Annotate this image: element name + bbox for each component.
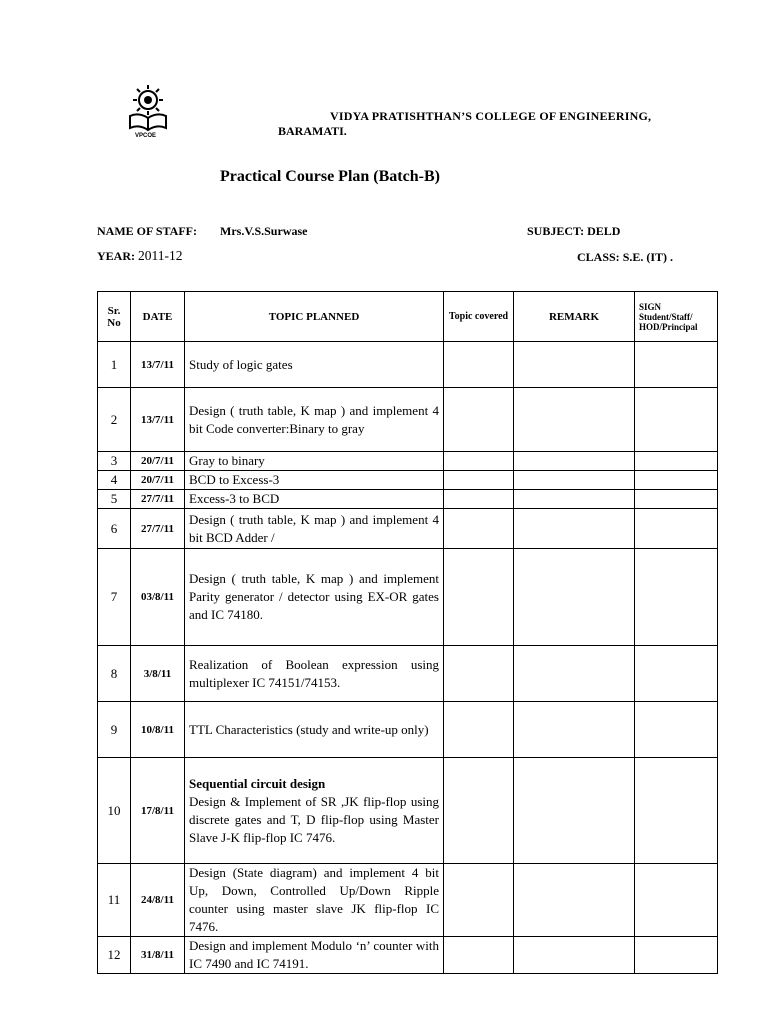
row-sr-no: 3 bbox=[98, 452, 131, 471]
table-row bbox=[98, 342, 718, 388]
row-topic-planned bbox=[185, 471, 444, 490]
row-topic-planned bbox=[185, 646, 444, 702]
row-topic-covered-cell bbox=[444, 549, 514, 646]
row-sr-no: 2 bbox=[98, 388, 131, 452]
row-sign-cell bbox=[635, 758, 718, 864]
row-topic-text: Design and implement Modulo ‘n’ counter with IC 7490 and IC 74191. bbox=[189, 938, 439, 971]
row-sr-no: 8 bbox=[98, 646, 131, 702]
row-topic-text: TTL Characteristics (study and write-up only) bbox=[189, 721, 429, 737]
row-topic-text: Design ( truth table, K map ) and implement 4 bit BCD Adder / bbox=[189, 511, 439, 545]
row-remark-cell bbox=[514, 758, 635, 864]
class-label: CLASS: bbox=[577, 250, 620, 264]
row-remark-cell bbox=[514, 509, 635, 549]
table-row bbox=[98, 388, 718, 452]
row-sign-cell bbox=[635, 549, 718, 646]
row-sign-cell bbox=[635, 864, 718, 937]
row-sr-no: 7 bbox=[98, 549, 131, 646]
row-sign-cell bbox=[635, 702, 718, 758]
row-date: 10/8/11 bbox=[131, 702, 185, 758]
row-topic-planned bbox=[185, 452, 444, 471]
row-sr-no: 11 bbox=[98, 864, 131, 937]
row-sign-cell bbox=[635, 509, 718, 549]
row-sign-cell bbox=[635, 388, 718, 452]
staff-value: Mrs.V.S.Surwase bbox=[220, 224, 308, 238]
row-topic-planned bbox=[185, 509, 444, 549]
row-topic-covered-cell bbox=[444, 758, 514, 864]
row-topic-covered-cell bbox=[444, 342, 514, 388]
row-topic-planned bbox=[185, 388, 444, 452]
row-sign-cell bbox=[635, 490, 718, 509]
row-sign-cell bbox=[635, 937, 718, 974]
page-title: Practical Course Plan (Batch-B) bbox=[220, 168, 440, 185]
row-topic-text: Design (State diagram) and implement 4 bit Up, Down, Controlled Up/Down Ripple counter using master slave JK flip-flop IC 7476. bbox=[189, 865, 439, 934]
row-topic-planned bbox=[185, 549, 444, 646]
row-topic-planned bbox=[185, 342, 444, 388]
row-sign-cell bbox=[635, 646, 718, 702]
row-topic-covered-cell bbox=[444, 646, 514, 702]
year-value: 2011-12 bbox=[138, 248, 183, 263]
row-remark-cell bbox=[514, 549, 635, 646]
row-sr-no: 6 bbox=[98, 509, 131, 549]
header-topic-planned: TOPIC PLANNED bbox=[185, 292, 444, 342]
row-date: 17/8/11 bbox=[131, 758, 185, 864]
row-topic-planned bbox=[185, 937, 444, 974]
row-sign-cell bbox=[635, 452, 718, 471]
row-sign-cell bbox=[635, 471, 718, 490]
row-topic-text: Gray to binary bbox=[189, 453, 265, 468]
row-topic-covered-cell bbox=[444, 864, 514, 937]
row-topic-covered-cell bbox=[444, 490, 514, 509]
table-row bbox=[98, 646, 718, 702]
row-sr-no: 12 bbox=[98, 937, 131, 974]
header-topic-covered: Topic covered bbox=[444, 292, 514, 342]
row-topic-text: Excess-3 to BCD bbox=[189, 491, 280, 506]
row-topic-text: BCD to Excess-3 bbox=[189, 472, 280, 487]
subject-field bbox=[527, 224, 620, 239]
row-sr-no: 1 bbox=[98, 342, 131, 388]
row-date: 31/8/11 bbox=[131, 937, 185, 974]
header-sign: SIGN Student/Staff/ HOD/Principal bbox=[635, 292, 718, 342]
row-topic-text: Design & Implement of SR ,JK flip-flop using discrete gates and T, D flip-flop using Master Slave J-K flip-flop IC 7476. bbox=[189, 793, 439, 845]
year-label: YEAR: bbox=[97, 249, 135, 263]
row-sr-no: 4 bbox=[98, 471, 131, 490]
row-topic-text: Realization of Boolean expression using multiplexer IC 74151/74153. bbox=[189, 656, 439, 690]
row-topic-covered-cell bbox=[444, 702, 514, 758]
college-city: BARAMATI. bbox=[278, 124, 347, 138]
row-topic-text: Design ( truth table, K map ) and implement Parity generator / detector using EX-OR gates and IC 74180. bbox=[189, 571, 439, 622]
row-topic-covered-cell bbox=[444, 471, 514, 490]
row-remark-cell bbox=[514, 937, 635, 974]
table-row bbox=[98, 937, 718, 974]
row-date: 24/8/11 bbox=[131, 864, 185, 937]
row-sign-cell bbox=[635, 342, 718, 388]
row-topic-planned bbox=[185, 758, 444, 864]
class-field bbox=[577, 250, 673, 265]
row-topic-text: Study of logic gates bbox=[189, 356, 293, 372]
table-row bbox=[98, 509, 718, 549]
table-row bbox=[98, 549, 718, 646]
class-value: S.E. (IT) . bbox=[622, 250, 674, 264]
row-date: 27/7/11 bbox=[131, 509, 185, 549]
table-body bbox=[98, 342, 718, 974]
row-date: 3/8/11 bbox=[131, 646, 185, 702]
row-remark-cell bbox=[514, 452, 635, 471]
college-name: VIDYA PRATISHTHAN’S COLLEGE OF ENGINEERING, bbox=[330, 109, 652, 123]
row-remark-cell bbox=[514, 646, 635, 702]
row-remark-cell bbox=[514, 702, 635, 758]
year-field bbox=[97, 248, 183, 264]
table-header-row bbox=[98, 292, 718, 342]
row-remark-cell bbox=[514, 490, 635, 509]
course-plan-table bbox=[97, 291, 718, 974]
header-date: DATE bbox=[131, 292, 185, 342]
row-topic-subheading: Sequential circuit design bbox=[189, 775, 326, 791]
table-row bbox=[98, 471, 718, 490]
table-row bbox=[98, 702, 718, 758]
row-topic-covered-cell bbox=[444, 388, 514, 452]
row-topic-covered-cell bbox=[444, 937, 514, 974]
row-remark-cell bbox=[514, 388, 635, 452]
row-remark-cell bbox=[514, 342, 635, 388]
row-date: 03/8/11 bbox=[131, 549, 185, 646]
row-date: 27/7/11 bbox=[131, 490, 185, 509]
subject-label: SUBJECT: bbox=[527, 224, 585, 238]
header-sr-no: Sr. No bbox=[98, 292, 131, 342]
row-date: 20/7/11 bbox=[131, 471, 185, 490]
row-remark-cell bbox=[514, 471, 635, 490]
row-topic-covered-cell bbox=[444, 509, 514, 549]
logo-caption: VPCOE bbox=[135, 133, 157, 139]
row-date: 20/7/11 bbox=[131, 452, 185, 471]
row-remark-cell bbox=[514, 864, 635, 937]
row-sr-no: 10 bbox=[98, 758, 131, 864]
subject-value: DELD bbox=[587, 224, 621, 238]
header-remark: REMARK bbox=[514, 292, 635, 342]
row-date: 13/7/11 bbox=[131, 388, 185, 452]
table-row bbox=[98, 758, 718, 864]
row-topic-text: Design ( truth table, K map ) and implement 4 bit Code converter:Binary to gray bbox=[189, 402, 439, 436]
row-topic-planned bbox=[185, 702, 444, 758]
staff-label: NAME OF STAFF: bbox=[97, 224, 197, 238]
table-row bbox=[98, 864, 718, 937]
row-date: 13/7/11 bbox=[131, 342, 185, 388]
row-sr-no: 9 bbox=[98, 702, 131, 758]
row-topic-planned bbox=[185, 864, 444, 937]
row-topic-planned bbox=[185, 490, 444, 509]
table-row bbox=[98, 452, 718, 471]
row-topic-covered-cell bbox=[444, 452, 514, 471]
table-row bbox=[98, 490, 718, 509]
row-sr-no: 5 bbox=[98, 490, 131, 509]
